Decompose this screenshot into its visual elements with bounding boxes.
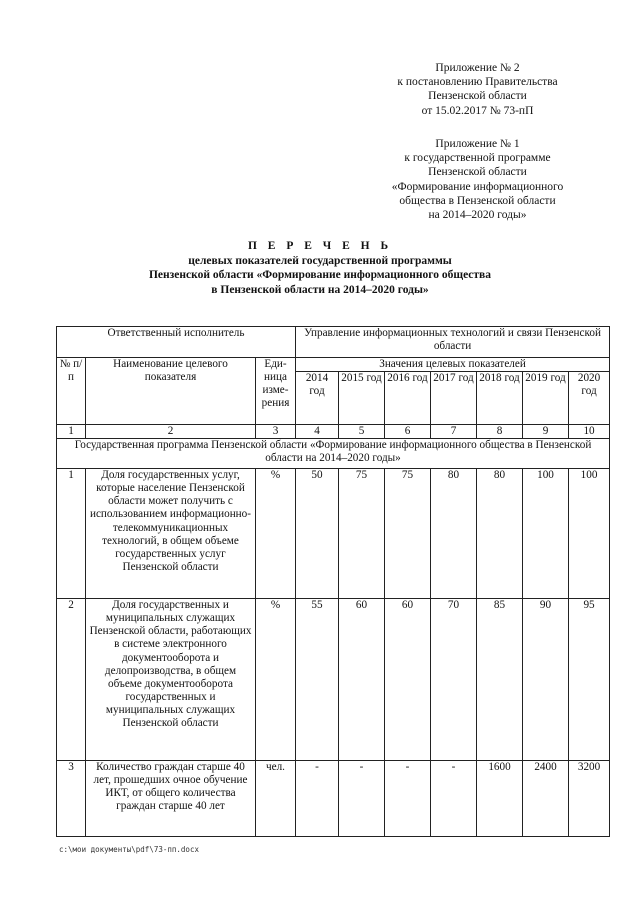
row-value: 80 <box>431 469 477 599</box>
column-number: 6 <box>385 425 431 439</box>
row-value: 60 <box>385 599 431 761</box>
row-value: 75 <box>385 469 431 599</box>
row-value: 55 <box>296 599 339 761</box>
year-header: 2018 год <box>477 372 523 425</box>
file-path-footer: c:\мои документы\pdf\73-пп.docx <box>59 845 199 854</box>
row-value: 100 <box>569 469 610 599</box>
year-header: 2015 год <box>339 372 385 425</box>
row-value: 50 <box>296 469 339 599</box>
appendix-1-line: «Формирование информационного <box>391 180 564 193</box>
heading-line: целевых показателей государственной программы <box>188 254 452 267</box>
row-value: 80 <box>477 469 523 599</box>
appendix-2-line: Пензенской области <box>428 90 527 103</box>
row-value: - <box>339 761 385 837</box>
row-value: - <box>385 761 431 837</box>
appendix-2-line: от 15.02.2017 № 73-пП <box>421 104 534 117</box>
appendix-1-line: общества в Пензенской области <box>399 194 556 207</box>
year-header: 2017 год <box>431 372 477 425</box>
row-name: Доля государственных услуг, которые население Пензенской области может получить с использованием информационно-телекоммуникационных технологий, в общем объеме государственных услуг Пензенской области <box>86 469 256 599</box>
year-header: 2014 год <box>296 372 339 425</box>
table-row <box>57 761 610 837</box>
appendix-1-line: Приложение № 1 <box>435 138 520 150</box>
row-num: 3 <box>57 761 86 837</box>
table-row <box>57 469 610 599</box>
document-title: П Е Р Е Ч Е Н Ь <box>247 240 393 252</box>
row-value: 75 <box>339 469 385 599</box>
row-name: Количество граждан старше 40 лет, прошедших очное обучение ИКТ, от общего количества граждан старше 40 лет <box>86 761 256 837</box>
column-number: 3 <box>256 425 296 439</box>
col-header-num: № п/п <box>57 358 86 425</box>
row-num: 1 <box>57 469 86 599</box>
column-number: 8 <box>477 425 523 439</box>
column-number: 9 <box>523 425 569 439</box>
row-value: 95 <box>569 599 610 761</box>
row-value: 3200 <box>569 761 610 837</box>
heading-line: в Пензенской области на 2014–2020 годы» <box>211 283 429 296</box>
column-number: 2 <box>86 425 256 439</box>
row-value: 60 <box>339 599 385 761</box>
appendix-1-line: на 2014–2020 годы» <box>428 209 527 222</box>
responsible-value: Управление информационных технологий и связи Пензенской области <box>296 327 610 358</box>
row-unit: % <box>256 599 296 761</box>
row-unit: % <box>256 469 296 599</box>
column-numbers-row <box>57 425 610 439</box>
indicators-table <box>56 326 610 837</box>
responsible-label: Ответственный исполнитель <box>57 327 296 358</box>
col-header-values: Значения целевых показателей <box>296 358 610 372</box>
appendix-2-block <box>370 61 585 118</box>
row-num: 2 <box>57 599 86 761</box>
column-number: 7 <box>431 425 477 439</box>
year-header: 2016 год <box>385 372 431 425</box>
heading-line: Пензенской области «Формирование информационного общества <box>148 269 492 281</box>
col-header-unit: Еди-ница изме-рения <box>256 358 296 425</box>
row-value: 85 <box>477 599 523 761</box>
row-value: 1600 <box>477 761 523 837</box>
row-name: Доля государственных и муниципальных служащих Пензенской области, работающих в системе электронного документооборота и делопроизводства, в общем объеме документооборота государственных и муниципальных служащих Пензенской области <box>86 599 256 761</box>
appendix-2-line: к постановлению Правительства <box>397 76 558 89</box>
appendix-2-line: Приложение № 2 <box>435 62 520 74</box>
col-header-name: Наименование целевого показателя <box>86 358 256 425</box>
row-value: 90 <box>523 599 569 761</box>
column-number: 4 <box>296 425 339 439</box>
row-unit: чел. <box>256 761 296 837</box>
column-number: 1 <box>57 425 86 439</box>
appendix-1-line: к государственной программе <box>404 152 551 165</box>
row-value: 100 <box>523 469 569 599</box>
appendix-1-line: Пензенской области <box>428 166 527 179</box>
column-number: 5 <box>339 425 385 439</box>
row-value: 70 <box>431 599 477 761</box>
row-value: - <box>296 761 339 837</box>
row-value: 2400 <box>523 761 569 837</box>
year-header: 2020 год <box>569 372 610 425</box>
table-row <box>57 599 610 761</box>
appendix-1-block <box>370 137 585 222</box>
year-header: 2019 год <box>523 372 569 425</box>
column-number: 10 <box>569 425 610 439</box>
row-value: - <box>431 761 477 837</box>
document-heading <box>0 239 640 297</box>
program-row: Государственная программа Пензенской области «Формирование информационного общества в Пензенской области на 2014–2020 годы» <box>57 439 610 469</box>
